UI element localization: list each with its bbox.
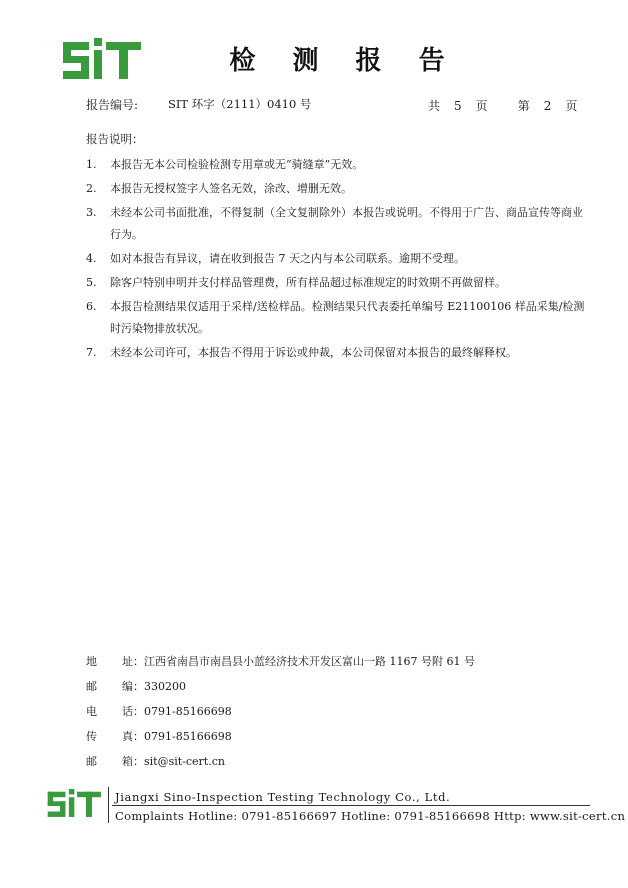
note-item [86, 154, 586, 176]
note-number: 5. [86, 276, 97, 289]
note-text: 本报告无授权签字人签名无效，涂改、增删无效。 [110, 182, 352, 195]
total-pages: 5 [454, 99, 462, 113]
total-label: 共 [428, 99, 441, 113]
current-unit: 页 [565, 99, 578, 113]
note-number: 4. [86, 252, 97, 265]
report-number: SIT 环字（2111）0410 号 [168, 97, 312, 111]
note-number: 6. [86, 300, 97, 313]
current-page: 2 [543, 99, 552, 113]
notes-list [86, 154, 586, 366]
report-title: 检 测 报 告 [229, 46, 459, 76]
address-label: 地 [86, 655, 115, 668]
fax-label: 传 [86, 730, 115, 743]
current-label: 第 [517, 99, 530, 113]
contact-block [86, 655, 566, 780]
note-text: 本报告检测结果仅适用于采样/送检样品。检测结果只代表委托单编号 E21100106 样品采集/检测时污染物排放状况。 [110, 300, 585, 335]
phone-value: 话：0791-85166698 [122, 705, 232, 718]
footer-contact-line: Complaints Hotline: 0791-85166697 Hotline: 0791-85166698 Http: www.sit-cert.cn [115, 809, 626, 823]
page-count [428, 97, 577, 114]
note-text: 除客户特别申明并支付样品管理费，所有样品超过标准规定的时效期不再做留样。 [110, 276, 506, 289]
email-value: 箱：sit@sit-cert.cn [122, 755, 225, 768]
address-value: 址：江西省南昌市南昌县小蓝经济技术开发区富山一路 1167 号附 61 号 [122, 655, 475, 668]
note-number: 7. [86, 346, 97, 359]
address-row [86, 655, 566, 680]
postcode-label: 邮 [86, 680, 115, 693]
note-number: 1. [86, 158, 97, 171]
postcode-row [86, 680, 566, 705]
note-item [86, 342, 586, 364]
footer-company-name: Jiangxi Sino-Inspection Testing Technology Co., Ltd. [115, 790, 451, 804]
note-text: 未经本公司许可，本报告不得用于诉讼或仲裁，本公司保留对本报告的最终解释权。 [110, 346, 517, 359]
phone-label: 电 [86, 705, 115, 718]
note-item [86, 296, 586, 340]
notes-heading: 报告说明： [86, 132, 144, 146]
sit-footer-logo [46, 789, 104, 819]
note-text: 本报告无本公司检验检测专用章或无“骑缝章”无效。 [110, 158, 364, 171]
note-item [86, 248, 586, 270]
fax-value: 真：0791-85166698 [122, 730, 232, 743]
footer-horizontal-divider [112, 805, 590, 806]
note-text: 未经本公司书面批准，不得复制（全文复制除外）本报告或说明。不得用于广告、商品宣传等商业行为。 [110, 206, 583, 241]
postcode-value: 编：330200 [122, 680, 186, 693]
footer-vertical-divider [108, 787, 109, 823]
note-number: 3. [86, 206, 97, 219]
note-item [86, 178, 586, 200]
email-label: 邮 [86, 755, 115, 768]
phone-row [86, 705, 566, 730]
email-row [86, 755, 566, 780]
total-unit: 页 [475, 99, 488, 113]
note-text: 如对本报告有异议，请在收到报告 7 天之内与本公司联系。逾期不受理。 [110, 252, 465, 265]
report-number-label: 报告编号: [86, 98, 139, 112]
fax-row [86, 730, 566, 755]
note-number: 2. [86, 182, 97, 195]
note-item [86, 202, 586, 246]
note-item [86, 272, 586, 294]
